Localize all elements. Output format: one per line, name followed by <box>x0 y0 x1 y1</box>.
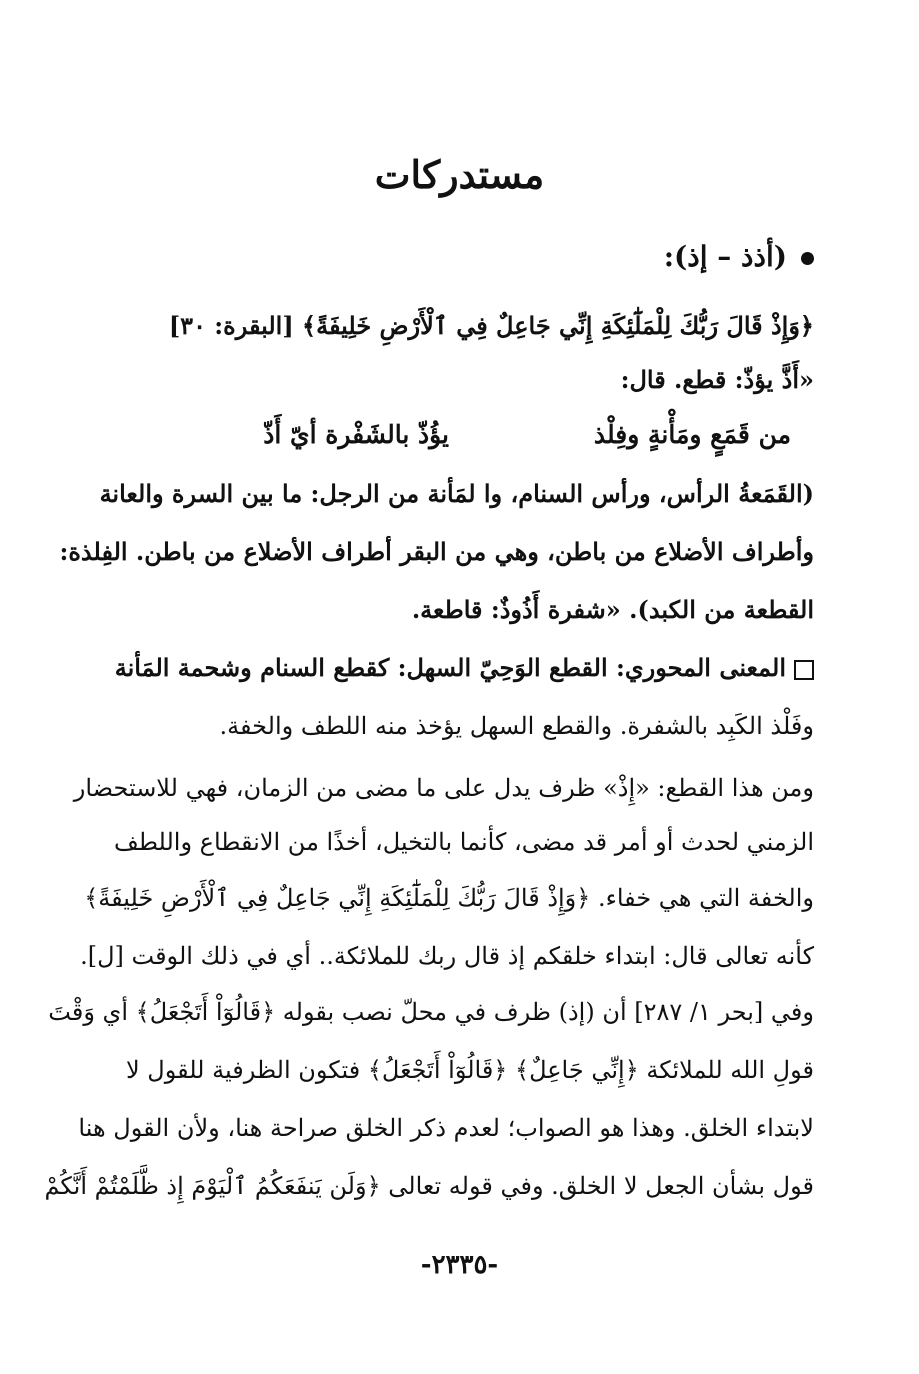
body-line: ومن هذا القطع: «إِذْ» ظرف يدل على ما مضى من الزمان، فهي للاستحضار <box>73 774 814 802</box>
entry-heading-text: (أذذ – إذ): <box>663 240 787 273</box>
body-line: وفي [بحر ١/ ٢٨٧] أن (إذ) ظرف في محلّ نصب بقوله ﴿قَالُوٓاْ أَتَجْعَلُ﴾ أي وَقْتَ <box>48 998 814 1026</box>
verse-hemistich-first: من قَمَعٍ ومَأْنةٍ وفِلْذ <box>593 420 791 449</box>
verse-hemistich-second: يؤُذّ بالشَفْرة أيّ أَذّ <box>263 420 449 449</box>
body-line: قول بشأن الجعل لا الخلق. وفي قوله تعالى ﴿وَلَن يَنفَعَكُمُ ٱلْيَوْمَ إِذ ظَّلَمْتُمْ أَنَّكُمْ <box>44 1172 814 1200</box>
body-line: قولِ الله للملائكة ﴿إِنِّي جَاعِلٌ﴾ ﴿قَالُوٓاْ أَتَجْعَلُ﴾ فتكون الظرفية للقول لا <box>125 1056 814 1084</box>
body-line: كأنه تعالى قال: ابتداء خلقكم إذ قال ربك للملائكة.. أي في ذلك الوقت [ل]. <box>80 942 814 970</box>
quran-citation-line: ﴿وَإِذْ قَالَ رَبُّكَ لِلْمَلَٰٓئِكَةِ إِنِّي جَاعِلٌ فِي ٱلْأَرْضِ خَلِيفَةً﴾ [البقرة: ٣٠] <box>168 311 814 340</box>
page-number: -٢٣٣٥- <box>420 1250 499 1280</box>
page-title: مستدركات <box>374 152 545 197</box>
core-meaning-line <box>105 654 814 683</box>
core-meaning-text: المعنى المحوري: القطع الوَحِيّ السهل: كقطع السنام وشحمة المَأنة <box>114 653 786 682</box>
bullet-icon <box>801 252 814 265</box>
body-line: وفَلْذ الكَبِد بالشفرة. والقطع السهل يؤخذ منه اللطف والخفة. <box>219 712 814 740</box>
definition-line: «أَذَّ يؤذّ: قطع. قال: <box>620 365 814 394</box>
body-line: الزمني لحدث أو أمر قد مضى، كأنما بالتخيل، أخذًا من الانقطاع واللطف <box>114 828 814 856</box>
gloss-line: وأطراف الأضلاع من باطن، وهي من البقر أطراف الأضلاع من باطن. الفِلذة: <box>59 537 814 566</box>
square-box-icon <box>794 660 814 680</box>
entry-heading <box>664 240 814 273</box>
body-line: لابتداء الخلق. وهذا هو الصواب؛ لعدم ذكر الخلق صراحة هنا، ولأن القول هنا <box>78 1114 814 1142</box>
body-line: والخفة التي هي خفاء. ﴿وَإِذْ قَالَ رَبُّكَ لِلْمَلَٰٓئِكَةِ إِنِّي جَاعِلٌ فِي ٱلْأَرْضِ خَلِيفَةً﴾ <box>84 884 814 912</box>
gloss-line: القطعة من الكبد). «شفرة أَذُوذٌ: قاطعة. <box>411 595 814 624</box>
gloss-line: (القَمَعةُ الرأس، ورأس السنام، وا لمَأنة من الرجل: ما بين السرة والعانة <box>99 479 814 508</box>
